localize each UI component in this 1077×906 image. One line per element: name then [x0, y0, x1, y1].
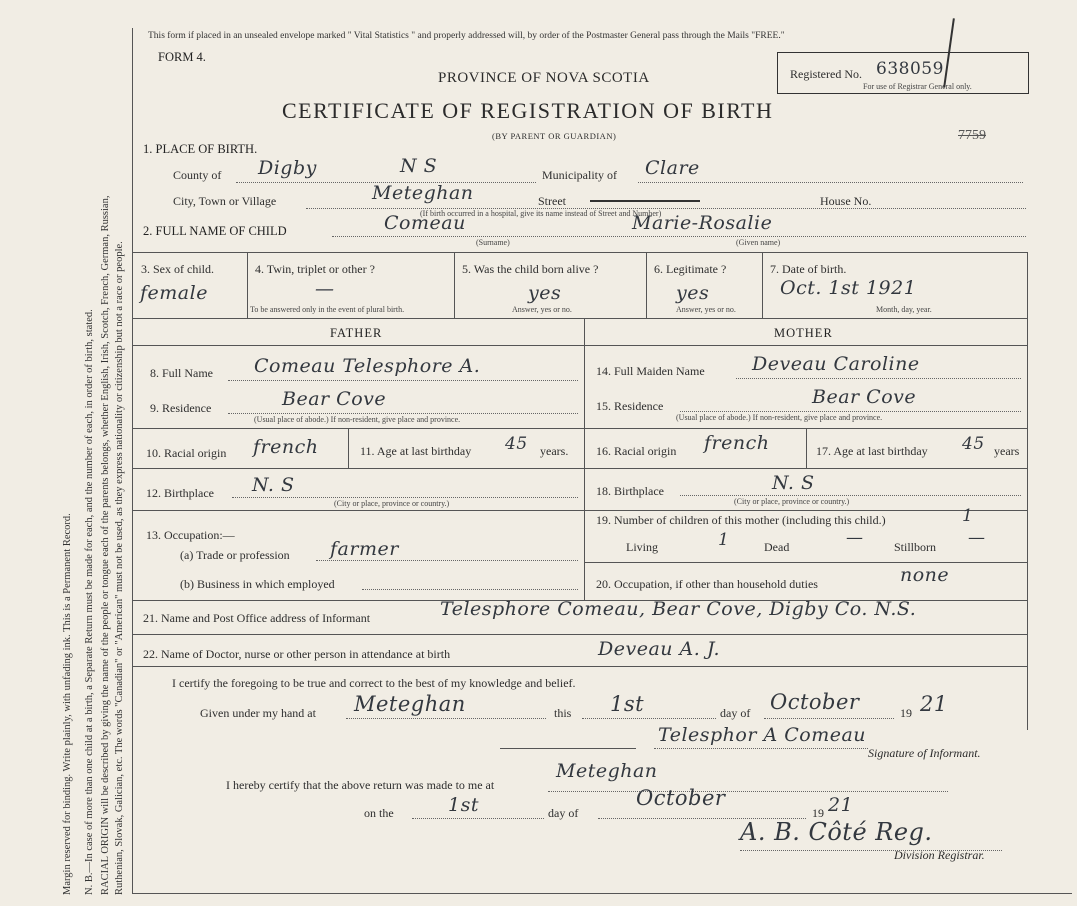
birth-date-label: 7. Date of birth.: [770, 262, 847, 276]
form-left-border: [132, 28, 133, 893]
father-name-label: 8. Full Name: [150, 366, 213, 380]
legitimate-value: yes: [676, 282, 710, 304]
mother-age-unit: years: [994, 444, 1020, 458]
form-number: FORM 4.: [158, 50, 206, 64]
margin-note-nationality: Ruthenian, Slovak, Galician, etc. The words "Canadian" or "American" must not be used, as they express nationality or citizenship but not a race or people.: [114, 241, 125, 895]
father-age-label: 11. Age at last birthday: [360, 444, 472, 458]
sex-label: 3. Sex of child.: [141, 262, 214, 276]
county-value: Digby: [258, 157, 317, 179]
given-day-value: 1st: [610, 692, 645, 716]
father-birthplace-note: (City or place, province or country.): [334, 499, 450, 508]
mother-residence-value: Bear Cove: [812, 386, 917, 408]
house-number-label: House No.: [820, 194, 872, 208]
certificate-subtitle: (BY PARENT OR GUARDIAN): [492, 131, 617, 141]
registrar-on-the-label: on the: [364, 806, 394, 820]
informant-signature-caption: Signature of Informant.: [868, 746, 981, 760]
municipality-value: Clare: [645, 157, 700, 179]
registrar-signature: A. B. Côté Reg.: [740, 818, 933, 846]
registrar-day-of-label: day of: [548, 806, 579, 820]
registrar-year-prefix: 19: [812, 806, 824, 820]
twin-note: To be answered only in the event of plural birth.: [250, 305, 405, 314]
child-name-label: 2. FULL NAME OF CHILD: [143, 224, 287, 238]
given-month-value: October: [770, 690, 860, 714]
given-year-value: 21: [920, 692, 948, 716]
father-age-unit: years.: [540, 444, 569, 458]
postal-note: This form if placed in an unsealed envelope marked " Vital Statistics " and properly addressed will, by order of the Postmaster General pass through the Mails "FREE.": [148, 31, 785, 41]
sex-value: female: [140, 282, 208, 304]
registrar-use-note: For use of Registrar General only.: [863, 82, 972, 91]
alive-value: yes: [528, 282, 562, 304]
father-birthplace-value: N. S: [252, 474, 295, 496]
mother-birthplace-note: (City or place, province or country.): [734, 497, 850, 506]
birth-date-value: Oct. 1st 1921: [780, 277, 917, 299]
living-value: 1: [718, 530, 730, 550]
birth-date-note: Month, day, year.: [876, 305, 932, 314]
margin-note-binding: Margin reserved for binding. Write plainly, with unfading ink. This is a Permanent Record.: [62, 513, 73, 895]
province-heading: PROVINCE OF NOVA SCOTIA: [438, 70, 650, 86]
doctor-label: 22. Name of Doctor, nurse or other person in attendance at birth: [143, 647, 451, 661]
legitimate-label: 6. Legitimate ?: [654, 262, 727, 276]
corner-number: 7759: [958, 128, 986, 143]
registrar-year-value: 21: [828, 794, 854, 816]
registrar-caption: Division Registrar.: [894, 848, 985, 862]
registered-number: 638059: [876, 59, 944, 79]
mother-children-value: 1: [962, 506, 974, 526]
registrar-place-value: Meteghan: [556, 760, 658, 782]
mother-age-label: 17. Age at last birthday: [816, 444, 928, 458]
mother-age-value: 45: [962, 434, 985, 454]
given-year-prefix: 19: [900, 706, 912, 720]
twin-value: —: [315, 278, 335, 300]
mother-residence-note: (Usual place of abode.) If non-resident, give place and province.: [676, 413, 883, 422]
given-day-of-label: day of: [720, 706, 751, 720]
certify-statement: I certify the foregoing to be true and correct to the best of my knowledge and belief.: [172, 676, 576, 690]
child-surname-value: Comeau: [384, 212, 466, 234]
surname-caption: (Surname): [476, 238, 510, 247]
given-place-value: Meteghan: [354, 692, 466, 716]
given-this-label: this: [554, 706, 572, 720]
margin-note-racial-origin: RACIAL ORIGIN will be described by giving the name of the people or tongue each of the parents belongs, whether English, Irish, Scotch, French, German, Russian,: [100, 195, 111, 895]
father-birthplace-label: 12. Birthplace: [146, 486, 214, 500]
mother-racial-label: 16. Racial origin: [596, 444, 677, 458]
municipality-label: Municipality of: [542, 168, 617, 182]
mother-occupation-label: 20. Occupation, if other than household duties: [596, 577, 818, 591]
mother-occupation-value: none: [900, 564, 950, 586]
alive-note: Answer, yes or no.: [512, 305, 572, 314]
margin-note-multiple-births: N. B.—In case of more than one child at a birth, a Separate Return must be made for each, and the number of each, in order of birth, stated.: [84, 309, 95, 895]
living-label: Living: [626, 540, 658, 554]
informant-signature: Telesphor A Comeau: [658, 724, 867, 746]
father-trade-value: farmer: [330, 538, 399, 560]
certificate-title: CERTIFICATE OF REGISTRATION OF BIRTH: [282, 98, 774, 123]
registrar-day-value: 1st: [448, 794, 479, 816]
registered-label: Registered No.: [790, 67, 862, 81]
mother-name-label: 14. Full Maiden Name: [596, 364, 705, 378]
father-name-value: Comeau Telesphore A.: [254, 355, 481, 377]
registrar-month-value: October: [636, 786, 726, 810]
dead-value: —: [846, 528, 864, 548]
informant-value: Telesphore Comeau, Bear Cove, Digby Co. N.S.: [440, 598, 917, 620]
father-residence-note: (Usual place of abode.) If non-resident, give place and province.: [254, 415, 461, 424]
mother-children-label: 19. Number of children of this mother (including this child.): [596, 513, 886, 527]
mother-racial-value: french: [704, 432, 770, 454]
doctor-value: Deveau A. J.: [598, 638, 721, 660]
given-label: Given under my hand at: [200, 706, 316, 720]
father-heading: FATHER: [330, 326, 383, 340]
informant-label: 21. Name and Post Office address of Informant: [143, 611, 371, 625]
city-label: City, Town or Village: [173, 194, 277, 208]
father-business-label: (b) Business in which employed: [180, 577, 335, 591]
mother-birthplace-label: 18. Birthplace: [596, 484, 664, 498]
father-age-value: 45: [505, 434, 528, 454]
stillborn-value: —: [968, 528, 986, 548]
father-racial-value: french: [253, 436, 319, 458]
place-of-birth-heading: 1. PLACE OF BIRTH.: [143, 142, 258, 156]
city-value: Meteghan: [372, 182, 474, 204]
father-trade-label: (a) Trade or profession: [180, 548, 290, 562]
mother-name-value: Deveau Caroline: [752, 353, 920, 375]
registrar-statement: I hereby certify that the above return was made to me at: [226, 778, 495, 792]
father-racial-label: 10. Racial origin: [146, 446, 227, 460]
stillborn-label: Stillborn: [894, 540, 937, 554]
province-value: N S: [400, 155, 438, 177]
hospital-note: (If birth occurred in a hospital, give its name instead of Street and Number): [420, 209, 662, 218]
twin-label: 4. Twin, triplet or other ?: [255, 262, 375, 276]
father-residence-value: Bear Cove: [282, 388, 387, 410]
given-name-caption: (Given name): [736, 238, 781, 247]
street-label: Street: [538, 194, 566, 208]
child-given-name-value: Marie-Rosalie: [632, 212, 773, 234]
alive-label: 5. Was the child born alive ?: [462, 262, 599, 276]
dead-label: Dead: [764, 540, 790, 554]
mother-birthplace-value: N. S: [772, 472, 815, 494]
county-label: County of: [173, 168, 222, 182]
form-bottom-border: [132, 893, 1072, 894]
father-residence-label: 9. Residence: [150, 401, 212, 415]
legitimate-note: Answer, yes or no.: [676, 305, 736, 314]
father-occupation-label: 13. Occupation:—: [146, 528, 235, 542]
separator-line: [500, 748, 636, 749]
mother-heading: MOTHER: [774, 326, 833, 340]
mother-residence-label: 15. Residence: [596, 399, 664, 413]
